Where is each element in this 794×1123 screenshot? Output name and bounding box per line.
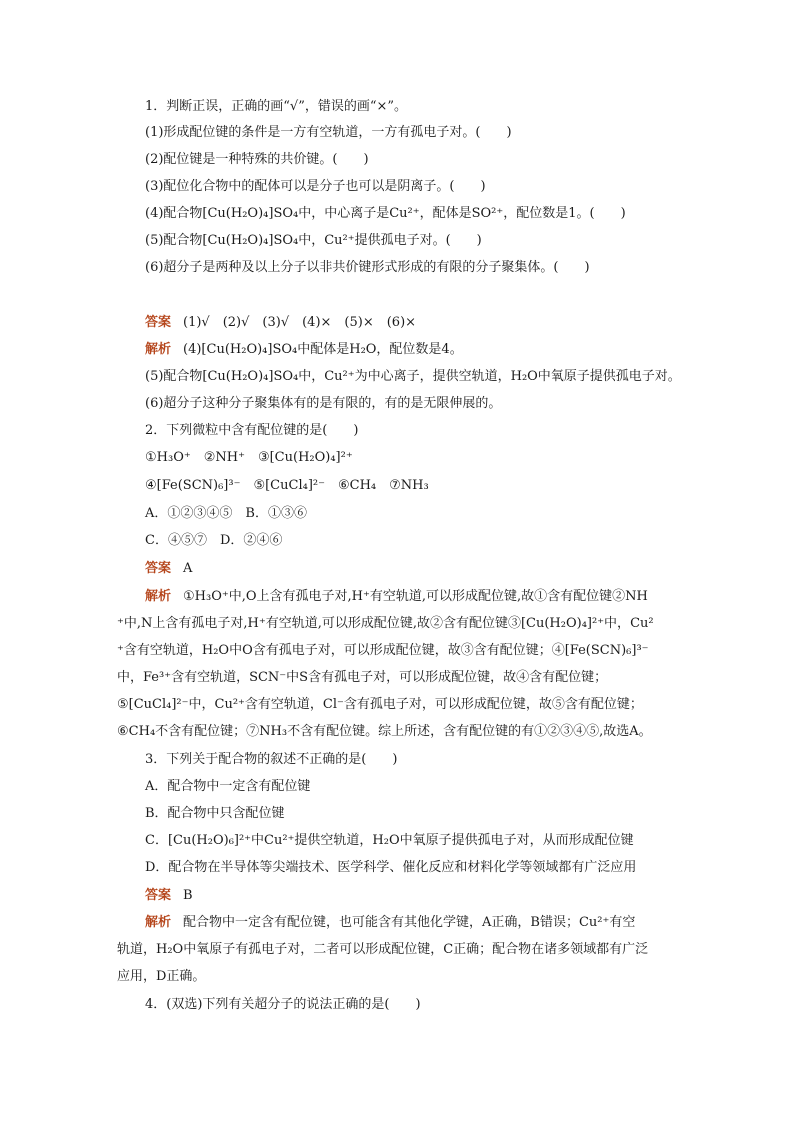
q3-analysis-line-1 (145, 914, 635, 932)
q3-answer: B (183, 888, 193, 903)
q2-stem: 2．下列微粒中含有配位键的是( ) (145, 423, 359, 438)
q1-item-4: (4)配合物[Cu(H₂O)₄]SO₄中，中心离子是Cu²⁺，配体是SO²⁺，配位数是1。( ) (145, 206, 626, 221)
q1-item-5: (5)配合物[Cu(H₂O)₄]SO₄中，Cu²⁺提供孤电子对。( ) (145, 233, 482, 248)
q2-analysis-3: ⁺含有空轨道，H₂O中O含有孤电子对，可以形成配位键，故③含有配位键；④[Fe(SCN)₆]³⁻ (117, 643, 649, 658)
q2-analysis-line-1 (145, 588, 648, 606)
q1-analysis-2: (5)配合物[Cu(H₂O)₄]SO₄中，Cu²⁺为中心离子，提供空轨道，H₂O中氧原子提供孤电子对。 (145, 369, 681, 384)
q3-analysis-2: 轨道，H₂O中氧原子有孤电子对，二者可以形成配位键，C正确；配合物在诸多领域都有广泛 (117, 942, 649, 957)
q2-analysis-1: ①H₃O⁺中,O上含有孤电子对,H⁺有空轨道,可以形成配位键,故①含有配位键②NH (183, 589, 648, 604)
q2-options-line-2: ④[Fe(SCN)₆]³⁻ ⑤[CuCl₄]²⁻ ⑥CH₄ ⑦NH₃ (145, 478, 429, 493)
q2-answer-line (145, 560, 192, 578)
q1-analysis-1: (4)[Cu(H₂O)₄]SO₄中配体是H₂O，配位数是4。 (183, 342, 463, 357)
q2-options-line-1: ①H₃O⁺ ②NH⁺ ③[Cu(H₂O)₄]²⁺ (145, 450, 353, 465)
q1-item-1: (1)形成配位键的条件是一方有空轨道，一方有孤电子对。( ) (145, 125, 512, 140)
analysis-label: 解析 (145, 915, 172, 930)
q2-analysis-5: ⑤[CuCl₄]²⁻中，Cu²⁺含有空轨道，Cl⁻含有孤电子对，可以形成配位键，故⑤含有配位键； (117, 697, 643, 712)
q1-item-6: (6)超分子是两种及以上分子以非共价键形式形成的有限的分子聚集体。( ) (145, 260, 590, 275)
q2-analysis-2: ⁺中,N上含有孤电子对,H⁺有空轨道,可以形成配位键,故②含有配位键③[Cu(H₂O)₄]²⁺中，Cu² (117, 616, 654, 631)
q3-option-b: B．配合物中只含配位键 (145, 806, 285, 821)
q3-option-a: A．配合物中一定含有配位键 (145, 779, 311, 794)
q1-answer: (1)√ (2)√ (3)√ (4)× (5)× (6)× (183, 315, 417, 330)
q1-stem: 1．判断正误，正确的画“√”，错误的画“×”。 (145, 99, 408, 114)
q1-analysis-3: (6)超分子这种分子聚集体有的是有限的，有的是无限伸展的。 (145, 396, 502, 411)
q1-answer-line (145, 314, 416, 332)
q1-item-2: (2)配位键是一种特殊的共价键。( ) (145, 152, 369, 167)
answer-label: 答案 (145, 888, 172, 903)
answer-label: 答案 (145, 561, 172, 576)
q2-analysis-4: 中，Fe³⁺含有空轨道，SCN⁻中S含有孤电子对，可以形成配位键，故④含有配位键； (117, 670, 608, 685)
analysis-label: 解析 (145, 342, 172, 357)
q4-stem: 4．(双选)下列有关超分子的说法正确的是( ) (145, 997, 421, 1012)
q2-answer: A (183, 561, 193, 576)
analysis-label: 解析 (145, 589, 172, 604)
answer-label: 答案 (145, 315, 172, 330)
q2-choice-cd: C．④⑤⑦ D．②④⑥ (145, 533, 283, 548)
q3-option-c: C．[Cu(H₂O)₆]²⁺中Cu²⁺提供空轨道，H₂O中氧原子提供孤电子对，从而形成配位键 (145, 833, 634, 848)
q2-choice-ab: A．①②③④⑤ B．①③⑥ (145, 506, 307, 521)
q3-analysis-3: 应用，D正确。 (117, 969, 206, 984)
q3-analysis-1: 配合物中一定含有配位键，也可能含有其他化学键，A正确，B错误；Cu²⁺有空 (183, 915, 636, 930)
q2-analysis-6: ⑥CH₄不含有配位键；⑦NH₃不含有配位键。综上所述，含有配位键的有①②③④⑤,故选A。 (117, 724, 652, 739)
q3-stem: 3．下列关于配合物的叙述不正确的是( ) (145, 752, 398, 767)
q1-analysis-line-1 (145, 341, 463, 359)
q3-option-d: D．配合物在半导体等尖端技术、医学科学、催化反应和材料化学等领域都有广泛应用 (145, 860, 637, 875)
q3-answer-line (145, 887, 193, 905)
q1-item-3: (3)配位化合物中的配体可以是分子也可以是阴离子。( ) (145, 179, 486, 194)
